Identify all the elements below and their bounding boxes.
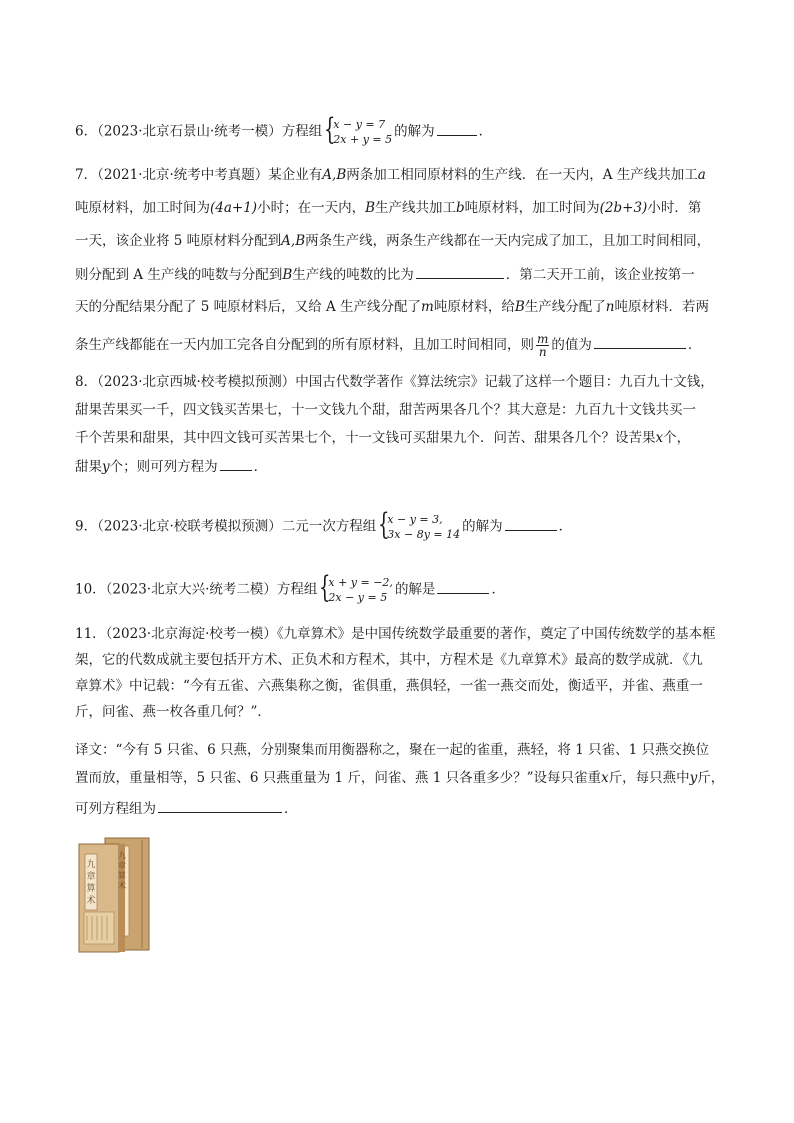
jiuzhang-suanshu-book-image	[75, 834, 153, 954]
question-7: 7．（2021·北京·统考中考真题）某企业有A,B两条加工相同原材料的生产线．在一天内，A 生产线共加工a 吨原材料，加工时间为(4a+1)小时；在一天内，B生产线共加工b吨原材料，加工时间为(2b+3)小时．第 一天，该企业将 5 吨原材料分配到A,B两条生产线，两条生产线都在一天内完成了加工，且加工时间相同， 则分配到 A 生产线的吨数与分配到B生产线的吨数的比为 ．第二天开工前，该企业按第一 天的分配结果分配了 5 吨原材料后，又给 A 生产线分配了m吨原材料，给B生产线分配了n吨原材料．若两 条生产线都能在一天内加工完各自分配到的所有原材料，且加工时间相同，则 $\frac{m}{n}$ 的值为 ．	[75, 167, 711, 359]
svg-text:章: 章	[118, 861, 126, 870]
equation-system: { x − y = 7 2x + y = 5	[324, 112, 393, 147]
answer-blank-2[interactable]	[594, 334, 686, 349]
answer-blank[interactable]	[437, 579, 489, 594]
question-11: 11．（2023·北京海淀·校考一模）《九章算术》是中国传统数学最重要的著作，奠定了中国传统数学的基本框 架，它的代数成就主要包括开方术、正负术和方程术，其中，方程术是《九章算术》最高的数学成就．《九 章算术》中记载：“今有五雀、六燕集称之衡，雀俱重，燕俱轻，一雀一燕交而处，衡适平，并雀、燕重一 斤，问雀、燕一枚各重几何？”． 译文：“今有 5 只雀、6 只燕，分别聚集而用衡器称之，聚在一起的雀重，燕轻，将 1 只雀、1 只燕交换位 置而放，重量相等，5 只雀、6 只燕重量为 1 斤，问雀、燕 1 只各重多少？”设每只雀重x斤，每只燕中y斤， 可列方程组为 ．	[75, 626, 725, 817]
question-9: 9．（2023·北京·校联考模拟预测）二元一次方程组 { x − y = 3, 3x − 8y = 14 的解为 ．	[75, 507, 573, 542]
answer-blank[interactable]	[158, 798, 282, 813]
answer-blank-1[interactable]	[416, 264, 504, 279]
svg-text:九: 九	[118, 851, 126, 860]
front-title-char-1: 九	[86, 860, 96, 870]
equation-2: 2x + y = 5	[333, 133, 393, 146]
question-6: 6．（2023·北京石景山·统考一模）方程组 { x − y = 7 2x + y = 5 的解为 ．	[75, 112, 493, 147]
equation-1: x − y = 7	[333, 118, 386, 131]
svg-text:算: 算	[118, 871, 126, 880]
equation-system: { x + y = −2, 2x − y = 5	[319, 570, 393, 605]
front-title-char-3: 算	[86, 884, 96, 894]
equation-system: { x − y = 3, 3x − 8y = 14	[378, 507, 461, 542]
fraction-m-over-n: $\frac{m}{n}$	[537, 332, 549, 359]
svg-text:术: 术	[118, 881, 126, 890]
front-title-char-2: 章	[86, 872, 96, 882]
answer-blank[interactable]	[437, 121, 477, 136]
question-8: 8．（2023·北京西城·校考模拟预测）中国古代数学著作《算法统宗》记载了这样一个题目：九百九十文钱， 甜果苦果买一千，四文钱买苦果七，十一文钱九个甜，甜苦两果各几个？其大意是：九百九十文钱共买一 千个苦果和甜果，其中四文钱可买苦果七个，十一文钱可买甜果九个．问苦、甜果各几个？设苦果x个， 甜果y个；则可列方程为 ．	[75, 374, 714, 475]
answer-blank[interactable]	[505, 516, 557, 531]
q6-prefix: 6．（2023·北京石景山·统考一模）方程组	[75, 123, 323, 140]
answer-blank[interactable]	[220, 456, 252, 471]
front-title-char-4: 术	[86, 896, 96, 906]
question-10: 10．（2023·北京大兴·统考二模）方程组 { x + y = −2, 2x − y = 5 的解是 ．	[75, 570, 505, 605]
book-illustration	[75, 834, 153, 954]
q6-suffix: 的解为	[394, 123, 435, 140]
